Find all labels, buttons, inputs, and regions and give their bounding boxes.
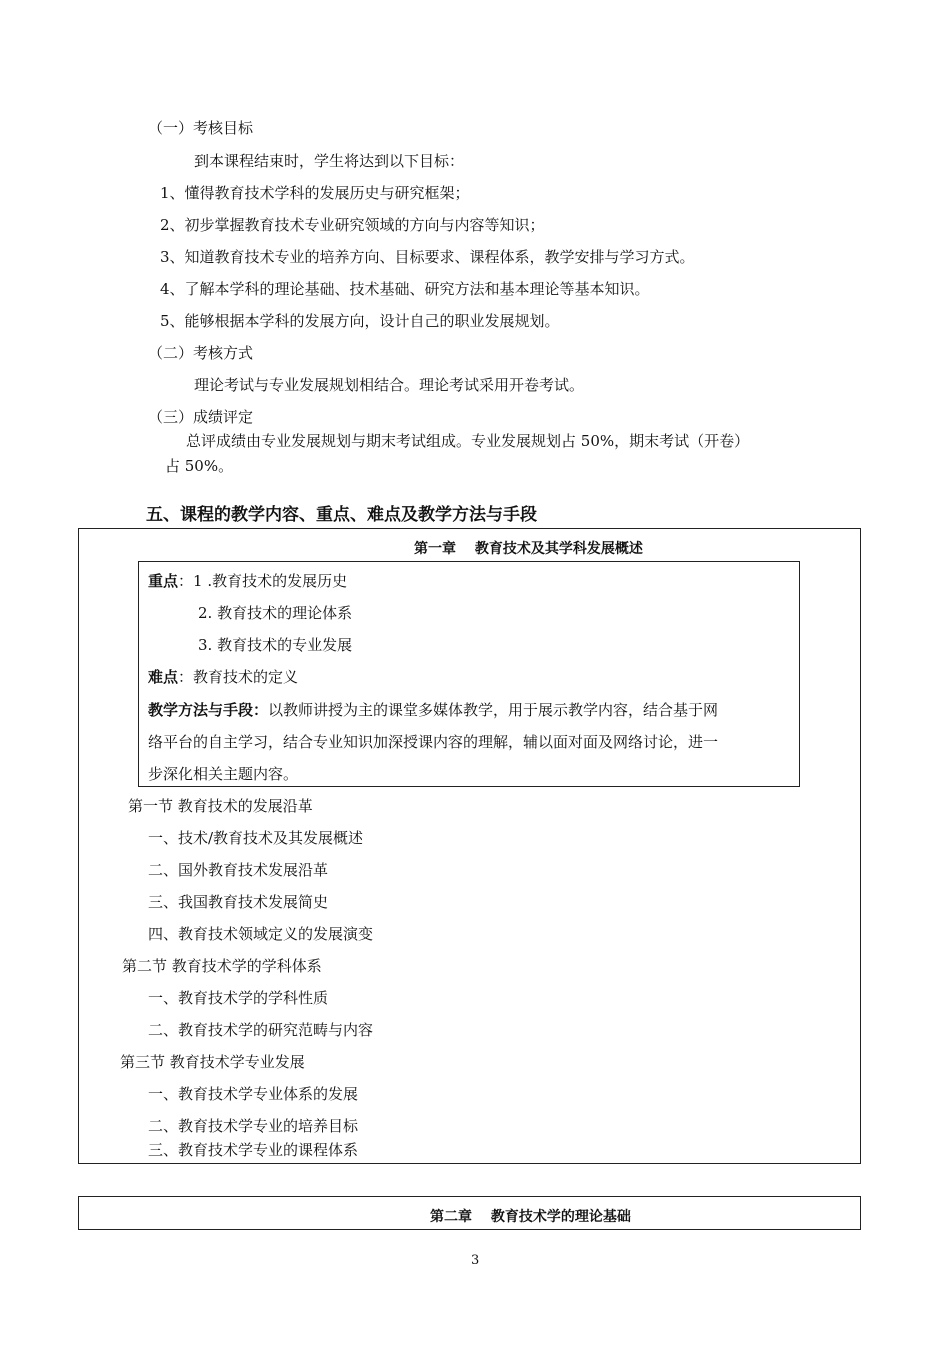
key-point-2: 2. 教育技术的理论体系 (198, 604, 353, 622)
method-heading: （二）考核方式 (148, 344, 254, 362)
section-2-item-1: 一、教育技术学的学科性质 (148, 989, 329, 1007)
key-point-1: 1 .教育技术的发展历史 (193, 572, 348, 590)
chapter1-title: 第一章 教育技术及其学科发展概述 (414, 541, 643, 557)
section-five-heading: 五、课程的教学内容、重点、难点及教学方法与手段 (146, 505, 537, 525)
grading-heading: （三）成绩评定 (148, 408, 254, 426)
page-number: 3 (471, 1253, 480, 1268)
chapter2-title: 第二章 教育技术学的理论基础 (430, 1209, 631, 1225)
section-3-title: 第三节 教育技术学专业发展 (120, 1053, 305, 1071)
section-3-item-3: 三、教育技术学专业的课程体系 (148, 1141, 359, 1159)
difficulty-label: 难点 (148, 668, 179, 686)
section-2-title: 第二节 教育技术学的学科体系 (122, 957, 322, 975)
goal-item-4: 4、了解本学科的理论基础、技术基础、研究方法和基本理论等基本知识。 (160, 280, 650, 298)
grading-text-line1: 总评成绩由专业发展规划与期末考试组成。专业发展规划占 50%，期末考试（开卷） (186, 432, 750, 450)
teaching-method-label: 教学方法与手段： (148, 701, 269, 719)
goal-item-2: 2、初步掌握教育技术专业研究领域的方向与内容等知识； (160, 216, 545, 234)
goal-item-3: 3、知道教育技术专业的培养方向、目标要求、课程体系，教学安排与学习方式。 (160, 248, 695, 266)
difficulty-text: ：教育技术的定义 (178, 668, 299, 686)
goal-item-5: 5、能够根据本学科的发展方向，设计自己的职业发展规划。 (160, 312, 560, 330)
section-1-item-2: 二、国外教育技术发展沿革 (148, 861, 329, 879)
key-point-3: 3. 教育技术的专业发展 (198, 636, 353, 654)
teaching-method-line3: 步深化相关主题内容。 (148, 765, 299, 783)
section-1-item-3: 三、我国教育技术发展简史 (148, 893, 329, 911)
goal-item-1: 1、懂得教育技术学科的发展历史与研究框架； (160, 184, 470, 202)
difficulty-line (148, 667, 298, 687)
method-text: 理论考试与专业发展规划相结合。理论考试采用开卷考试。 (194, 376, 585, 394)
key-label: 重点 (148, 572, 179, 590)
section-1-item-4: 四、教育技术领域定义的发展演变 (148, 925, 374, 943)
grading-text-line2: 占 50%。 (165, 457, 234, 475)
section-2-item-2: 二、教育技术学的研究范畴与内容 (148, 1021, 374, 1039)
goal-intro: 到本课程结束时，学生将达到以下目标： (194, 152, 465, 170)
section-1-item-1: 一、技术/教育技术及其发展概述 (148, 829, 364, 847)
key-sep: ： (178, 572, 194, 590)
teaching-method-text1: 以教师讲授为主的课堂多媒体教学，用于展示教学内容，结合基于网 (268, 701, 719, 719)
teaching-method-line1 (148, 700, 718, 720)
teaching-method-line2: 络平台的自主学习，结合专业知识加深授课内容的理解，辅以面对面及网络讨论，进一 (148, 733, 719, 751)
section-3-item-2: 二、教育技术学专业的培养目标 (148, 1117, 359, 1135)
goal-heading: （一）考核目标 (148, 119, 254, 137)
section-3-item-1: 一、教育技术学专业体系的发展 (148, 1085, 359, 1103)
key-points-line (148, 571, 347, 591)
section-1-title: 第一节 教育技术的发展沿革 (128, 797, 313, 815)
